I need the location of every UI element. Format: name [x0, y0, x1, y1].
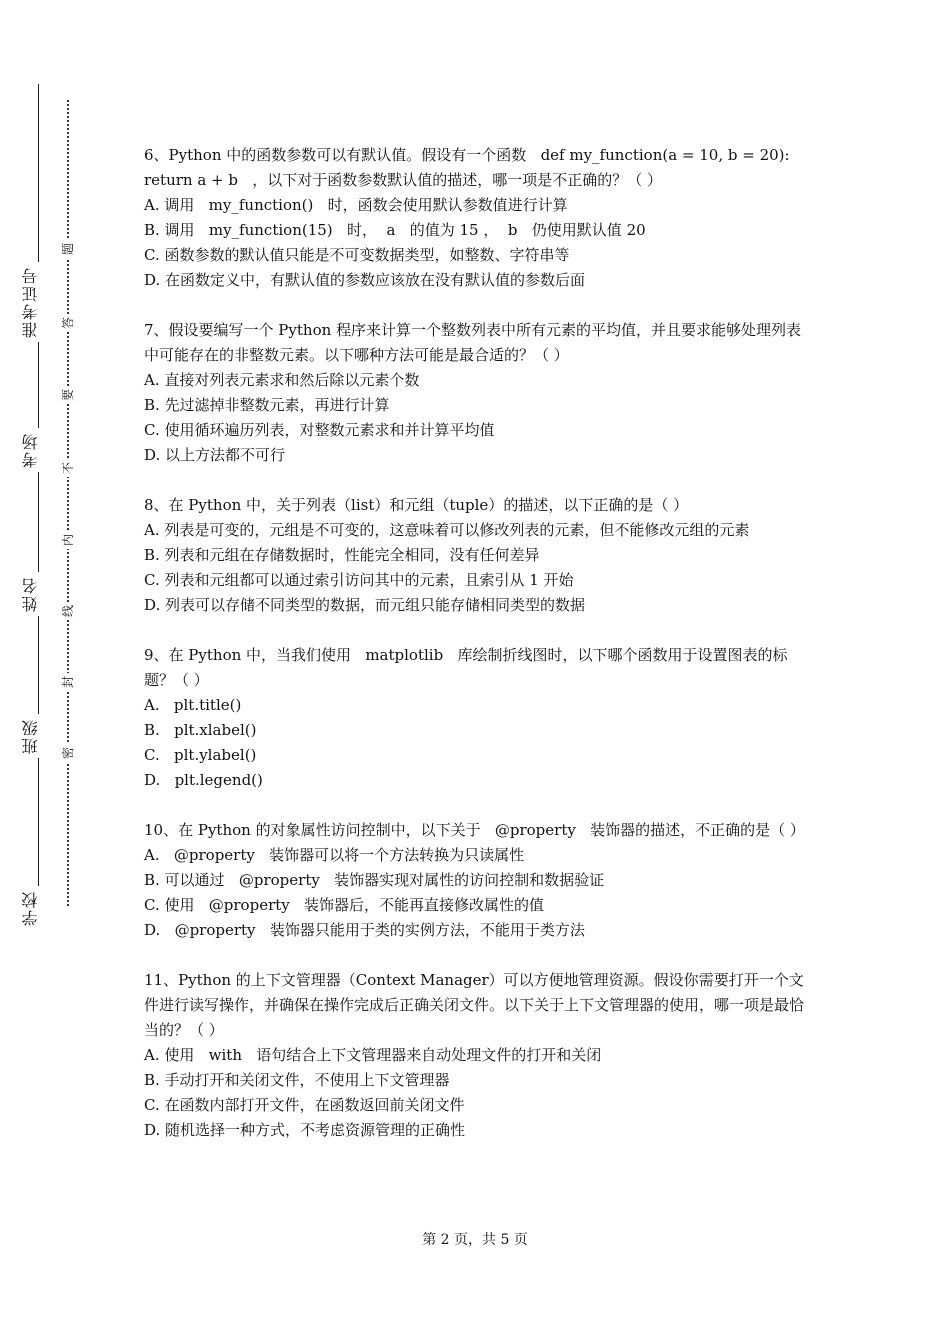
seal-char: 不 — [59, 459, 77, 477]
exam-room-label: 考场 — [22, 428, 48, 472]
option-c: C. 在函数内部打开文件，在函数返回前关闭文件 — [144, 1096, 465, 1114]
question-stem: 10、在 Python 的对象属性访问控制中，以下关于 @property 装饰器的描述，不正确的是（ ） — [144, 821, 805, 839]
page-footer: 第 2 页，共 5 页 — [422, 1232, 528, 1248]
option-a: A. 直接对列表元素求和然后除以元素个数 — [144, 371, 420, 389]
seal-char: 线 — [59, 602, 77, 620]
seal-char: 内 — [59, 531, 77, 549]
question-stem: 6、Python 中的函数参数可以有默认值。假设有一个函数 def my_function(a = 10, b = 20): return a + b ，以下对于函数参数默认值的描述，哪一项是不正确的？（ ） — [144, 146, 795, 189]
seal-char: 密 — [59, 744, 77, 762]
exam-id-label: 准考证号 — [22, 262, 48, 342]
option-c: C. 函数参数的默认值只能是不可变数据类型，如整数、字符串等 — [144, 246, 570, 264]
seal-char: 封 — [59, 673, 77, 691]
question-stem: 7、假设要编写一个 Python 程序来计算一个整数列表中所有元素的平均值，并且要求能够处理列表中可能存在的非整数元素。以下哪种方法可能是最合适的？（ ） — [144, 321, 802, 364]
option-d: D. 在函数定义中，有默认值的参数应该放在没有默认值的参数后面 — [144, 271, 586, 289]
question-stem: 9、在 Python 中，当我们使用 matplotlib 库绘制折线图时，以下哪个函数用于设置图表的标题？（ ） — [144, 646, 788, 689]
fill-in-line — [38, 84, 39, 910]
question-10 — [144, 818, 810, 943]
option-a: A. 使用 with 语句结合上下文管理器来自动处理文件的打开和关闭 — [144, 1046, 602, 1064]
name-label: 姓名 — [22, 572, 48, 616]
option-b: B. plt.xlabel() — [144, 721, 257, 739]
option-c: C. plt.ylabel() — [144, 746, 257, 764]
option-d: D. 列表可以存储不同类型的数据，而元组只能存储相同类型的数据 — [144, 596, 586, 614]
option-a: A. plt.title() — [144, 696, 242, 714]
question-stem: 8、在 Python 中，关于列表（list）和元组（tuple）的描述，以下正确的是（ ） — [144, 496, 689, 514]
seal-char: 要 — [59, 386, 77, 404]
class-label: 班级 — [22, 714, 48, 758]
question-6 — [144, 143, 810, 293]
option-b: B. 列表和元组在存储数据时，性能完全相同，没有任何差异 — [144, 546, 540, 564]
question-11 — [144, 968, 810, 1143]
question-list — [144, 143, 810, 1168]
question-9 — [144, 643, 810, 793]
option-a: A. @property 装饰器可以将一个方法转换为只读属性 — [144, 846, 525, 864]
option-b: B. 先过滤掉非整数元素，再进行计算 — [144, 396, 390, 414]
option-d: D. 随机选择一种方式，不考虑资源管理的正确性 — [144, 1121, 466, 1139]
seal-char: 题 — [59, 240, 77, 258]
question-stem: 11、Python 的上下文管理器（Context Manager）可以方便地管理资源。假设你需要打开一个文件进行读写操作，并确保在操作完成后正确关闭文件。以下关于上下文管理器的使用，哪一项是最恰当的？（ ） — [144, 971, 805, 1039]
binding-margin — [0, 0, 120, 1344]
option-c: C. 使用循环遍历列表，对整数元素求和并计算平均值 — [144, 421, 495, 439]
option-d: D. plt.legend() — [144, 771, 263, 789]
option-a: A. 调用 my_function() 时，函数会使用默认参数值进行计算 — [144, 196, 568, 214]
question-7 — [144, 318, 810, 468]
seal-char: 答 — [59, 314, 77, 332]
option-b: B. 调用 my_function(15) 时， a 的值为 15 ， b 仍使用默认值 20 — [144, 221, 646, 239]
school-label: 学校 — [22, 886, 48, 930]
option-c: C. 列表和元组都可以通过索引访问其中的元素，且索引从 1 开始 — [144, 571, 574, 589]
option-c: C. 使用 @property 装饰器后，不能再直接修改属性的值 — [144, 896, 545, 914]
option-d: D. 以上方法都不可行 — [144, 446, 286, 464]
option-a: A. 列表是可变的，元组是不可变的，这意味着可以修改列表的元素，但不能修改元组的元素 — [144, 521, 750, 539]
option-b: B. 手动打开和关闭文件，不使用上下文管理器 — [144, 1071, 450, 1089]
option-b: B. 可以通过 @property 装饰器实现对属性的访问控制和数据验证 — [144, 871, 605, 889]
option-d: D. @property 装饰器只能用于类的实例方法，不能用于类方法 — [144, 921, 585, 939]
question-8 — [144, 493, 810, 618]
seal-dotted-line — [67, 100, 69, 906]
